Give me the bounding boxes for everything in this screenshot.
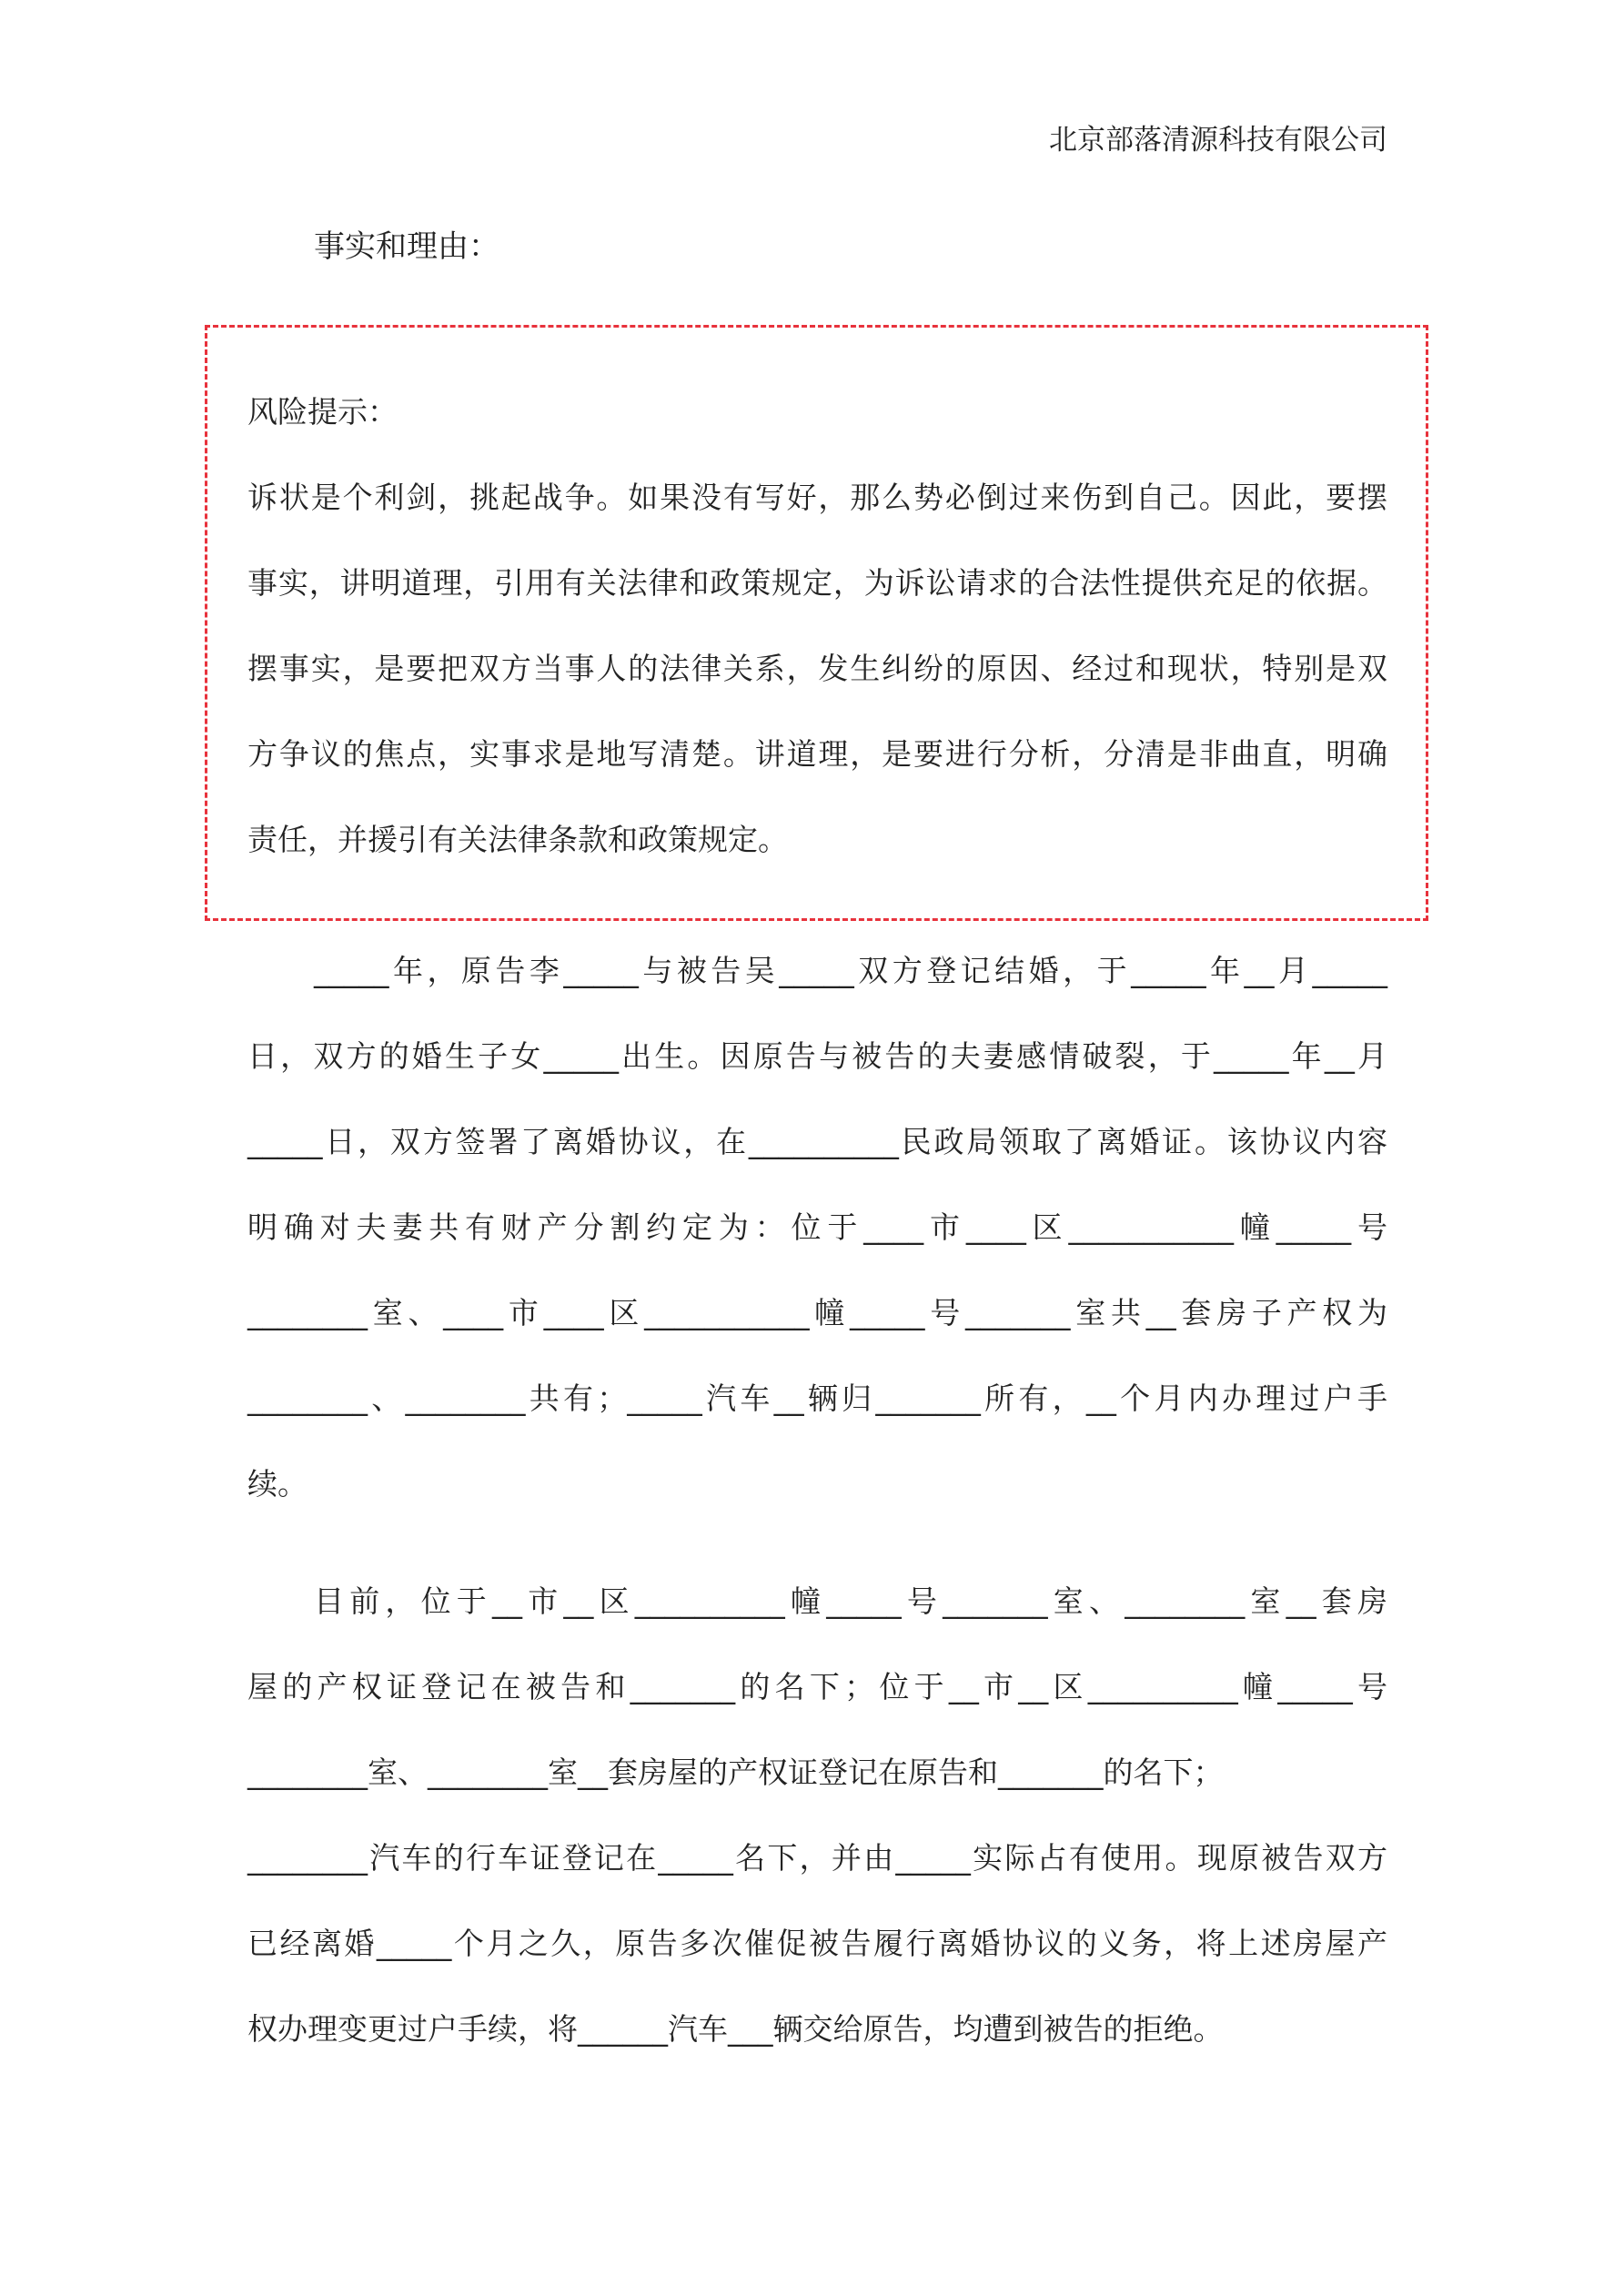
paragraph-line: 权办理变更过户手续，将______汽车___辆交给原告，均遭到被告的拒绝。 [247, 2011, 1224, 2047]
paragraph-line: 目前，位于__市__区__________幢_____号_______室、________室__套房 [314, 1583, 1387, 1619]
company-header: 北京部落清源科技有限公司 [1049, 124, 1387, 157]
paragraph-line: 日，双方的婚生子女_____出生。因原告与被告的夫妻感情破裂，于_____年__月 [247, 1038, 1387, 1074]
paragraph-line: _____年，原告李_____与被告吴_____双方登记结婚，于_____年__月_____ [314, 953, 1387, 988]
paragraph-line: ________室、________室__套房屋的产权证登记在原告和_______的名下； [247, 1755, 1224, 1790]
risk-tip-line: 摆事实，是要把双方当事人的法律关系，发生纠纷的原因、经过和现状，特别是双 [247, 651, 1387, 686]
risk-tip-line: 方争议的焦点，实事求是地写清楚。讲道理，是要进行分析，分清是非曲直，明确 [247, 736, 1387, 772]
paragraph-line: ________室、____市____区___________幢_____号_______室共__套房子产权为 [247, 1295, 1387, 1330]
risk-tip-title: 风险提示： [247, 394, 398, 430]
paragraph-line: 屋的产权证登记在被告和_______的名下；位于__市__区__________幢_____号 [247, 1669, 1387, 1704]
paragraph-line: _____日，双方签署了离婚协议，在__________民政局领取了离婚证。该协议内容 [247, 1124, 1387, 1159]
risk-tip-line: 事实，讲明道理，引用有关法律和政策规定，为诉讼请求的合法性提供充足的依据。 [247, 565, 1387, 601]
paragraph-line: ________汽车的行车证登记在_____名下，并由_____实际占有使用。现原被告双方 [247, 1840, 1387, 1876]
risk-tip-content [247, 369, 1387, 883]
section-heading: 事实和理由： [314, 228, 499, 265]
paragraph-line: 续。 [247, 1466, 308, 1502]
risk-tip-line: 诉状是个利剑，挑起战争。如果没有写好，那么势必倒过来伤到自己。因此，要摆 [247, 480, 1387, 515]
paragraph-line: 明确对夫妻共有财产分割约定为：位于____市____区___________幢_____号 [247, 1209, 1387, 1245]
risk-tip-line: 责任，并援引有关法律条款和政策规定。 [247, 822, 788, 857]
paragraph-1 [247, 928, 1387, 1527]
paragraph-line: 已经离婚_____个月之久，原告多次催促被告履行离婚协议的义务，将上述房屋产 [247, 1926, 1387, 1961]
paragraph-line: ________、________共有；_____汽车__辆归_______所有，__个月内办理过户手 [247, 1381, 1387, 1416]
paragraph-2 [247, 1559, 1387, 2072]
